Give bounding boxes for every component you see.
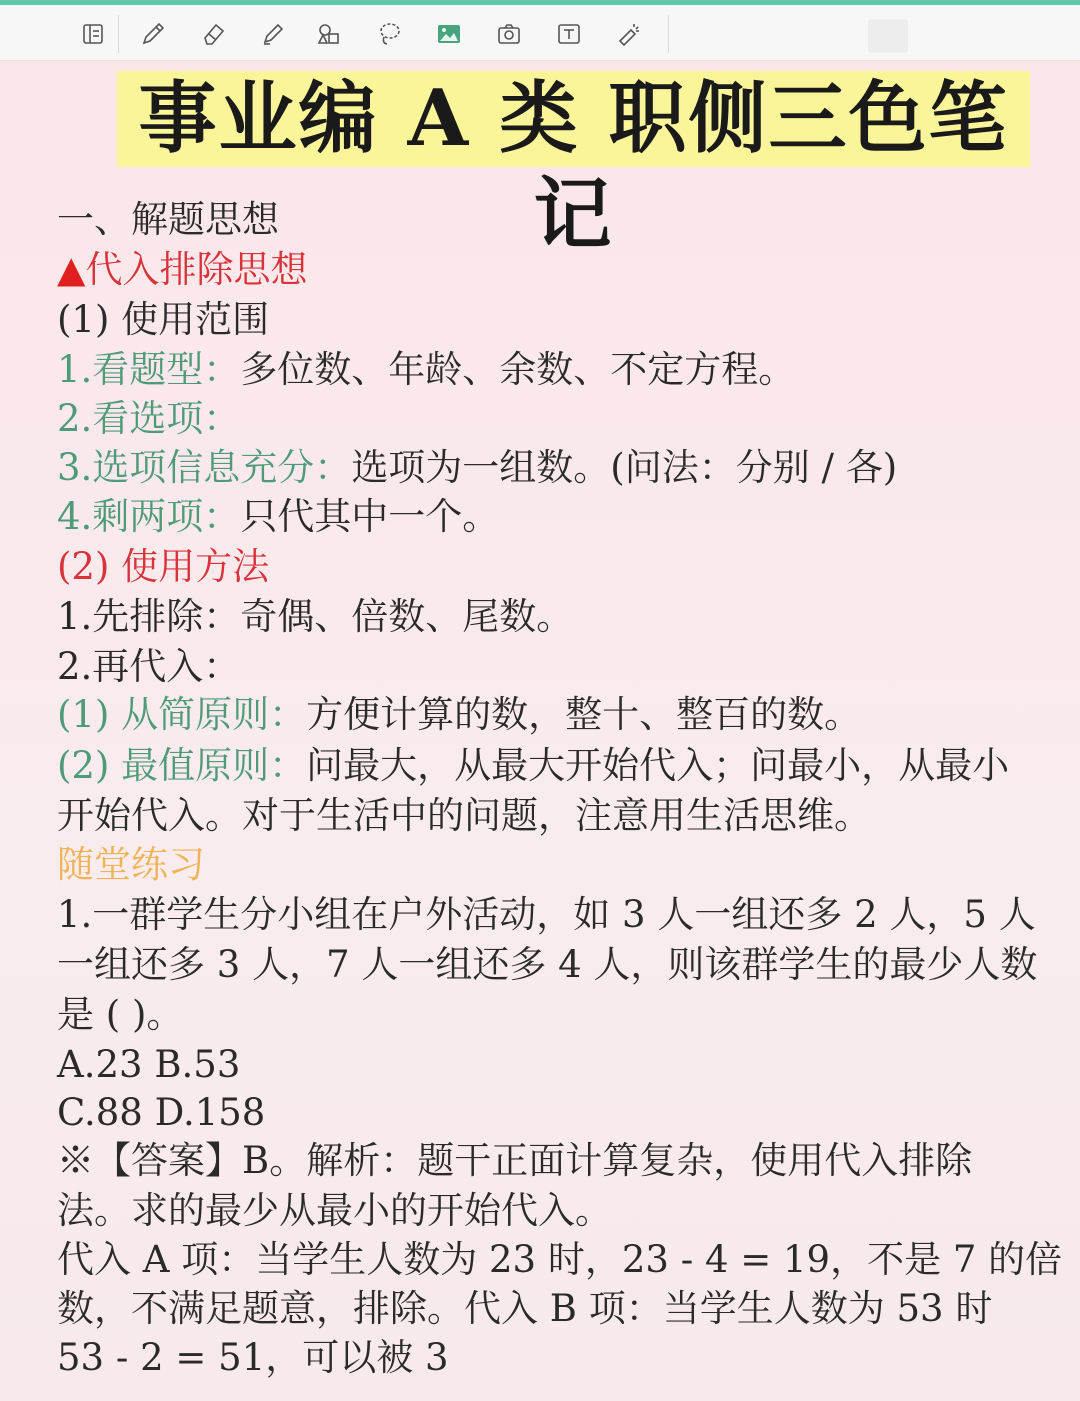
- usage-heading: (2) 使用方法: [57, 545, 270, 588]
- toolbar-divider: [668, 15, 669, 53]
- question-line: 一组还多 3 人，7 人一组还多 4 人，则该群学生的最少人数: [57, 943, 1038, 986]
- explanation-line: 法。求的最少从最小的开始代入。: [57, 1189, 612, 1232]
- scope-heading: (1) 使用范围: [57, 298, 270, 341]
- list-item-text: 多位数、年龄、余数、不定方程。: [240, 348, 796, 391]
- principle-text: 问最大，从最大开始代入；问最小，从最小: [306, 744, 1010, 787]
- list-item-text: 选项为一组数。(问法：分别 / 各): [351, 446, 898, 489]
- list-item-label: 1.看题型：: [57, 348, 241, 391]
- list-item-label: 4.剩两项：: [57, 495, 241, 538]
- list-item: [57, 446, 897, 490]
- toolbar-placeholder: [868, 19, 908, 53]
- question-line: 1.一群学生分小组在户外活动，如 3 人一组还多 2 人，5 人: [57, 893, 1036, 936]
- list-item-label: 3.选项信息充分：: [57, 446, 352, 489]
- page-title: 事业编 A 类 职侧三色笔记: [138, 73, 1009, 260]
- explanation-line: 数，不满足题意，排除。代入 B 项：当学生人数为 53 时: [57, 1287, 993, 1330]
- drawing-toolbar: [0, 5, 1080, 61]
- answer-options: C.88 D.158: [57, 1091, 266, 1134]
- layout-icon[interactable]: [76, 17, 110, 51]
- principle-label: (1) 从简原则：: [57, 693, 307, 736]
- principle-label: (2) 最值原则：: [57, 744, 307, 787]
- textbox-icon[interactable]: [552, 17, 586, 51]
- usage-step: 2.再代入：: [57, 645, 241, 688]
- shapes-icon[interactable]: [312, 17, 346, 51]
- explanation-line: ※【答案】B。解析：题干正面计算复杂，使用代入排除: [57, 1139, 973, 1182]
- list-item-label: 2.看选项：: [57, 397, 241, 440]
- list-item: [57, 495, 499, 539]
- principle-item: [57, 693, 861, 737]
- image-icon[interactable]: [432, 17, 466, 51]
- laser-pointer-icon[interactable]: [612, 17, 646, 51]
- list-item: [57, 397, 240, 441]
- explanation-line: 代入 A 项：当学生人数为 23 时，23 - 4 = 19，不是 7 的倍: [57, 1238, 1063, 1281]
- pen-icon[interactable]: [136, 17, 170, 51]
- highlighter-icon[interactable]: [256, 17, 290, 51]
- method-title-text: 代入排除思想: [85, 248, 308, 291]
- lasso-icon[interactable]: [372, 17, 406, 51]
- explanation-line: 53 - 2 = 51，可以被 3: [57, 1336, 449, 1379]
- list-item: [57, 348, 795, 392]
- practice-heading: 随堂练习: [57, 843, 205, 886]
- principle-item: [57, 744, 1009, 788]
- triangle-icon: ▲: [57, 248, 86, 291]
- section-heading: 一、解题思想: [57, 198, 279, 241]
- toolbar-divider: [118, 15, 119, 53]
- list-item-text: 只代其中一个。: [240, 495, 500, 538]
- usage-step: 1.先排除：奇偶、倍数、尾数。: [57, 595, 574, 638]
- question-line: 是 ( )。: [57, 993, 184, 1036]
- answer-options: A.23 B.53: [57, 1043, 241, 1086]
- camera-icon[interactable]: [492, 17, 526, 51]
- eraser-icon[interactable]: [196, 17, 230, 51]
- principle-text: 方便计算的数，整十、整百的数。: [306, 693, 862, 736]
- method-title: [57, 248, 307, 292]
- principle-continuation: 开始代入。对于生活中的问题，注意用生活思维。: [57, 794, 871, 837]
